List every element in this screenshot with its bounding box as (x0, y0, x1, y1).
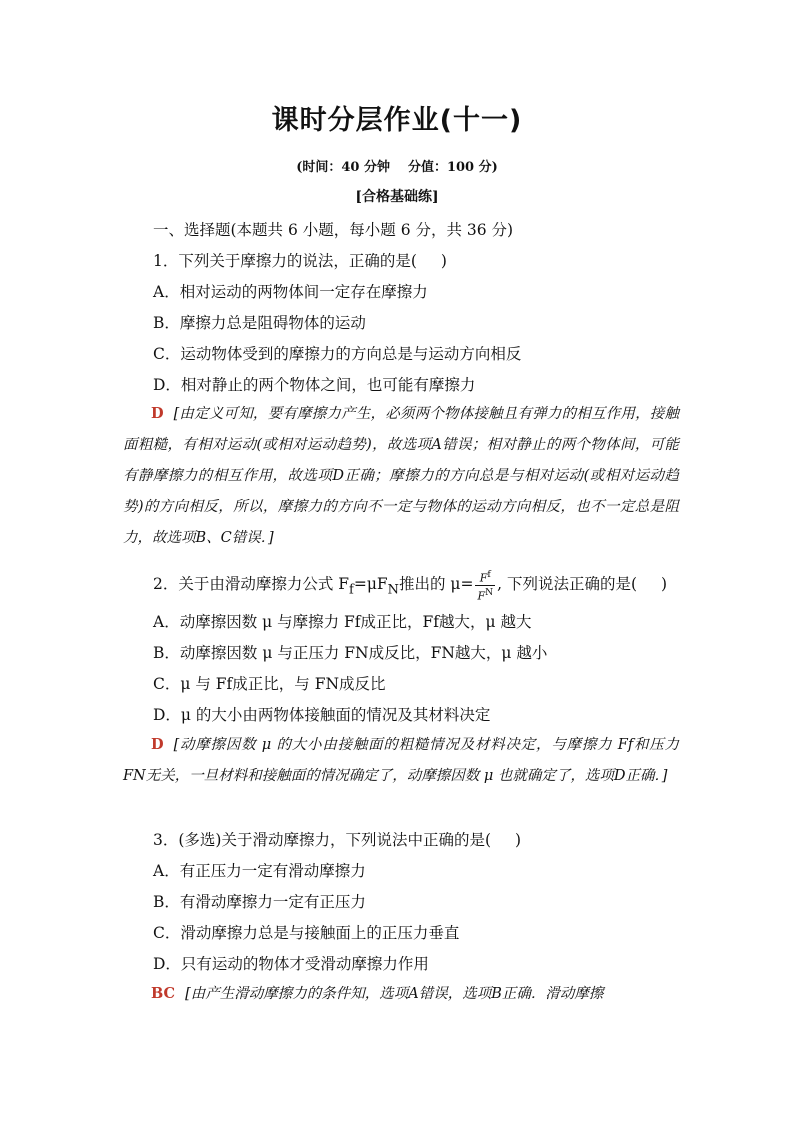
page-title: 课时分层作业(十一) (271, 105, 523, 136)
q3-stem: 3．(多选)关于滑动摩擦力，下列说法中正确的是( ) (153, 831, 522, 849)
mu-fraction: $\frac{F^f}{F^N}$ (477, 569, 494, 603)
q1-option-d: D．相对静止的两个物体之间，也可能有摩擦力 (153, 376, 476, 394)
q1-stem: 1．下列关于摩擦力的说法，正确的是( ) (153, 252, 447, 270)
q3-option-a: A．有正压力一定有滑动摩擦力 (153, 862, 366, 880)
q2-answer-key: D (151, 736, 164, 753)
q2-option-a: A．动摩擦因数 μ 与摩擦力 Ff成正比，Ff越大，μ 越大 (153, 613, 532, 631)
section-heading: [合格基础练] (355, 189, 439, 205)
q3-answer-key: BC (151, 985, 176, 1002)
q2-explanation: D [动摩擦因数 μ 的大小由接触面的粗糙情况及材料决定，与摩擦力 Ff和压力 FN无关，一旦材料和接触面的情况确定了，动摩擦因数 μ 也就确定了，选项D正确．] (123, 736, 679, 784)
q1-option-b: B．摩擦力总是阻碍物体的运动 (153, 314, 366, 332)
q1-option-c: C．运动物体受到的摩擦力的方向总是与运动方向相反 (153, 345, 522, 363)
q1-answer-key: D (151, 405, 164, 422)
q3-option-d: D．只有运动的物体才受滑动摩擦力作用 (153, 955, 429, 973)
part-heading: 一、选择题(本题共 6 小题，每小题 6 分，共 36 分) (153, 221, 514, 239)
q2-stem: 2．关于由滑动摩擦力公式 $F_f=\mu F_N$推出的 μ= $\frac{F^f}{F^N}$ , 下列说法正确的是( ) (153, 569, 668, 603)
q1-option-a: A．相对运动的两物体间一定存在摩擦力 (153, 283, 428, 301)
q3-option-b: B．有滑动摩擦力一定有正压力 (153, 893, 366, 911)
q3-explanation: BC [由产生滑动摩擦力的条件知，选项A错误，选项B正确．滑动摩擦 (151, 985, 604, 1002)
time-limit: (时间：40 分钟 (296, 160, 390, 175)
q2-option-d: D．μ 的大小由两物体接触面的情况及其材料决定 (153, 706, 491, 724)
q1-explanation: D [由定义可知，要有摩擦力产生，必须两个物体接触且有弹力的相互作用，接触面粗糙，有相对运动(或相对运动趋势)，故选项A错误；相对静止的两个物体间，可能有静摩擦力的相互作用，故选项D正确；摩擦力的方向总是与相对运动(或相对运动趋势)的方向相反，所以，摩擦力的方向不一定与物体的运动方向相反，也不一定总是阻力，故选项B、C错误．] (123, 405, 679, 546)
q2-option-b: B．动摩擦因数 μ 与正压力 FN成反比，FN越大，μ 越小 (153, 644, 548, 662)
exam-meta (0, 156, 794, 175)
q3-option-c: C．滑动摩擦力总是与接触面上的正压力垂直 (153, 924, 460, 942)
q2-option-c: C．μ 与 Ff成正比，与 FN成反比 (153, 675, 386, 693)
score-value: 分值：100 分) (407, 160, 498, 175)
